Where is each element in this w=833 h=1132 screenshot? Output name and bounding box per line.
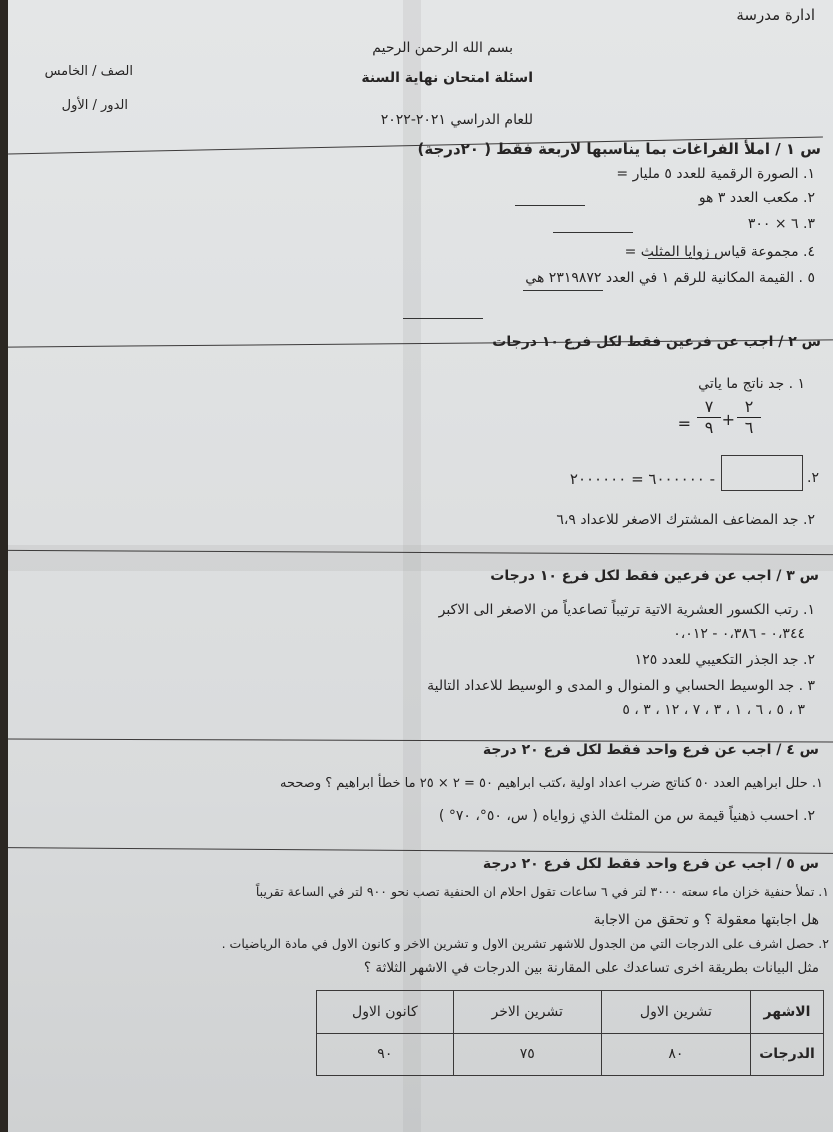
table-cell: ٩٠ (317, 1033, 454, 1076)
q5-item2: ٢. حصل اشرف على الدرجات التي من الجدول للاشهر تشرين الاول و تشرين الاخر و كانون الاول في مادة الرياضيات . (221, 936, 829, 951)
table-row (317, 1033, 824, 1076)
q2-item2-number: ٢. (807, 470, 819, 486)
fraction-numerator: ٧ (704, 397, 714, 416)
q2-item2-equation: - ٦٠٠٠٠٠٠ = ٢٠٠٠٠٠٠ (569, 470, 715, 488)
q3-item2: ٢. جد الجذر التكعيبي للعدد ١٢٥ (634, 652, 815, 668)
round-label: الدور / الأول (61, 98, 128, 113)
q3-item3: ٣ . جد الوسيط الحسابي و المنوال و المدى و الوسيط للاعداد التالية (427, 678, 815, 694)
answer-blank[interactable] (553, 232, 633, 233)
q1-title: س ١ / املأ الفراغات بما يناسبها لاربعة فقط ( ٢٠درجة) (417, 140, 821, 158)
answer-blank[interactable] (648, 258, 718, 259)
exam-paper (8, 0, 833, 1132)
basmala: بسم الله الرحمن الرحيم (372, 40, 513, 56)
table-header-cell: تشرين الاخر (453, 991, 601, 1034)
q2-item1: ١ . جد ناتج ما ياتي (698, 376, 805, 392)
table-row-header: الدرجات (751, 1033, 824, 1076)
q5-item1b: هل اجابتها معقولة ؟ و تحقق من الاجابة (593, 912, 819, 928)
answer-blank[interactable] (403, 318, 483, 319)
q1-item: ٤. مجموعة قياس زوايا المثلث = (624, 244, 815, 260)
q2-item3: ٢. جد المضاعف المشترك الاصغر للاعداد ٦،٩ (556, 512, 815, 528)
equals-sign: = (677, 414, 691, 433)
plus-sign: + (721, 410, 735, 429)
q1-item: ١. الصورة الرقمية للعدد ٥ مليار = (616, 166, 815, 182)
q5-item1: ١. تملأ حنفية خزان ماء سعته ٣٠٠٠ لتر في ٦ ساعات تقول احلام ان الحنفية تصب نحو ٩٠٠ لتر في الساعة تقريباً (255, 884, 829, 899)
q3-item3-values: ٣ ، ٥ ، ٦ ، ١ ، ٣ ، ٧ ، ١٢ ، ٣ ، ٥ (622, 702, 805, 718)
table-header-cell: تشرين الاول (601, 991, 750, 1034)
answer-blank[interactable] (523, 290, 603, 291)
grades-table (316, 990, 824, 1076)
q1-item: ٥ . القيمة المكانية للرقم ١ في العدد ٢٣١٩٨٧٢ هي (525, 270, 815, 286)
fraction-denominator: ٦ (744, 417, 754, 437)
table-cell: ٨٠ (601, 1033, 750, 1076)
q4-item2: ٢. احسب ذهنياً قيمة س من المثلث الذي زواياه ( س، ٥٠°، ٧٠° ) (438, 808, 815, 824)
grade-label: الصف / الخامس (44, 64, 133, 79)
fraction (737, 398, 761, 436)
table-row (317, 991, 824, 1034)
q4-item1: ١. حلل ابراهيم العدد ٥٠ كناتج ضرب اعداد اولية ،كتب ابراهيم ٥٠ = ٢ × ٢٥ ما خطأ ابراهيم ؟ وصححه (280, 776, 823, 791)
q4-title: س ٤ / اجب عن فرع واحد فقط لكل فرع ٢٠ درجة (482, 742, 819, 758)
q3-title: س ٣ / اجب عن فرعين فقط لكل فرع ١٠ درجات (490, 568, 819, 584)
fraction (697, 398, 721, 436)
academic-year: للعام الدراسي ٢٠٢١-٢٠٢٢ (380, 112, 533, 128)
q3-item1: ١. رتب الكسور العشرية الاتية ترتيباً تصاعدياً من الاصغر الى الاكبر (438, 602, 815, 618)
q2-title: س ٢ / اجب عن فرعين فقط لكل فرع ١٠ درجات (492, 334, 821, 350)
school-name: ادارة مدرسة (736, 6, 815, 24)
table-cell: ٧٥ (453, 1033, 601, 1076)
fraction-denominator: ٩ (704, 417, 714, 437)
q1-item: ٢. مكعب العدد ٣ هو (698, 190, 815, 206)
q1-item: ٣. ٦ × ٣٠٠ (747, 216, 815, 232)
answer-blank[interactable] (515, 205, 585, 206)
table-header-cell: كانون الاول (317, 991, 454, 1034)
q5-item2b: مثل البيانات بطريقة اخرى تساعدك على المقارنة بين الدرجات في الاشهر الثلاثة ؟ (363, 960, 819, 976)
q5-title: س ٥ / اجب عن فرع واحد فقط لكل فرع ٢٠ درجة (482, 856, 819, 872)
answer-box[interactable] (721, 455, 803, 491)
table-row-header: الاشهر (751, 991, 824, 1034)
fraction-numerator: ٢ (744, 397, 754, 416)
exam-title: اسئلة امتحان نهاية السنة (361, 70, 533, 86)
q3-item1-values: ٠،٣٤٤ - ٠،٣٨٦ - ٠،٠١٢ (673, 626, 805, 642)
